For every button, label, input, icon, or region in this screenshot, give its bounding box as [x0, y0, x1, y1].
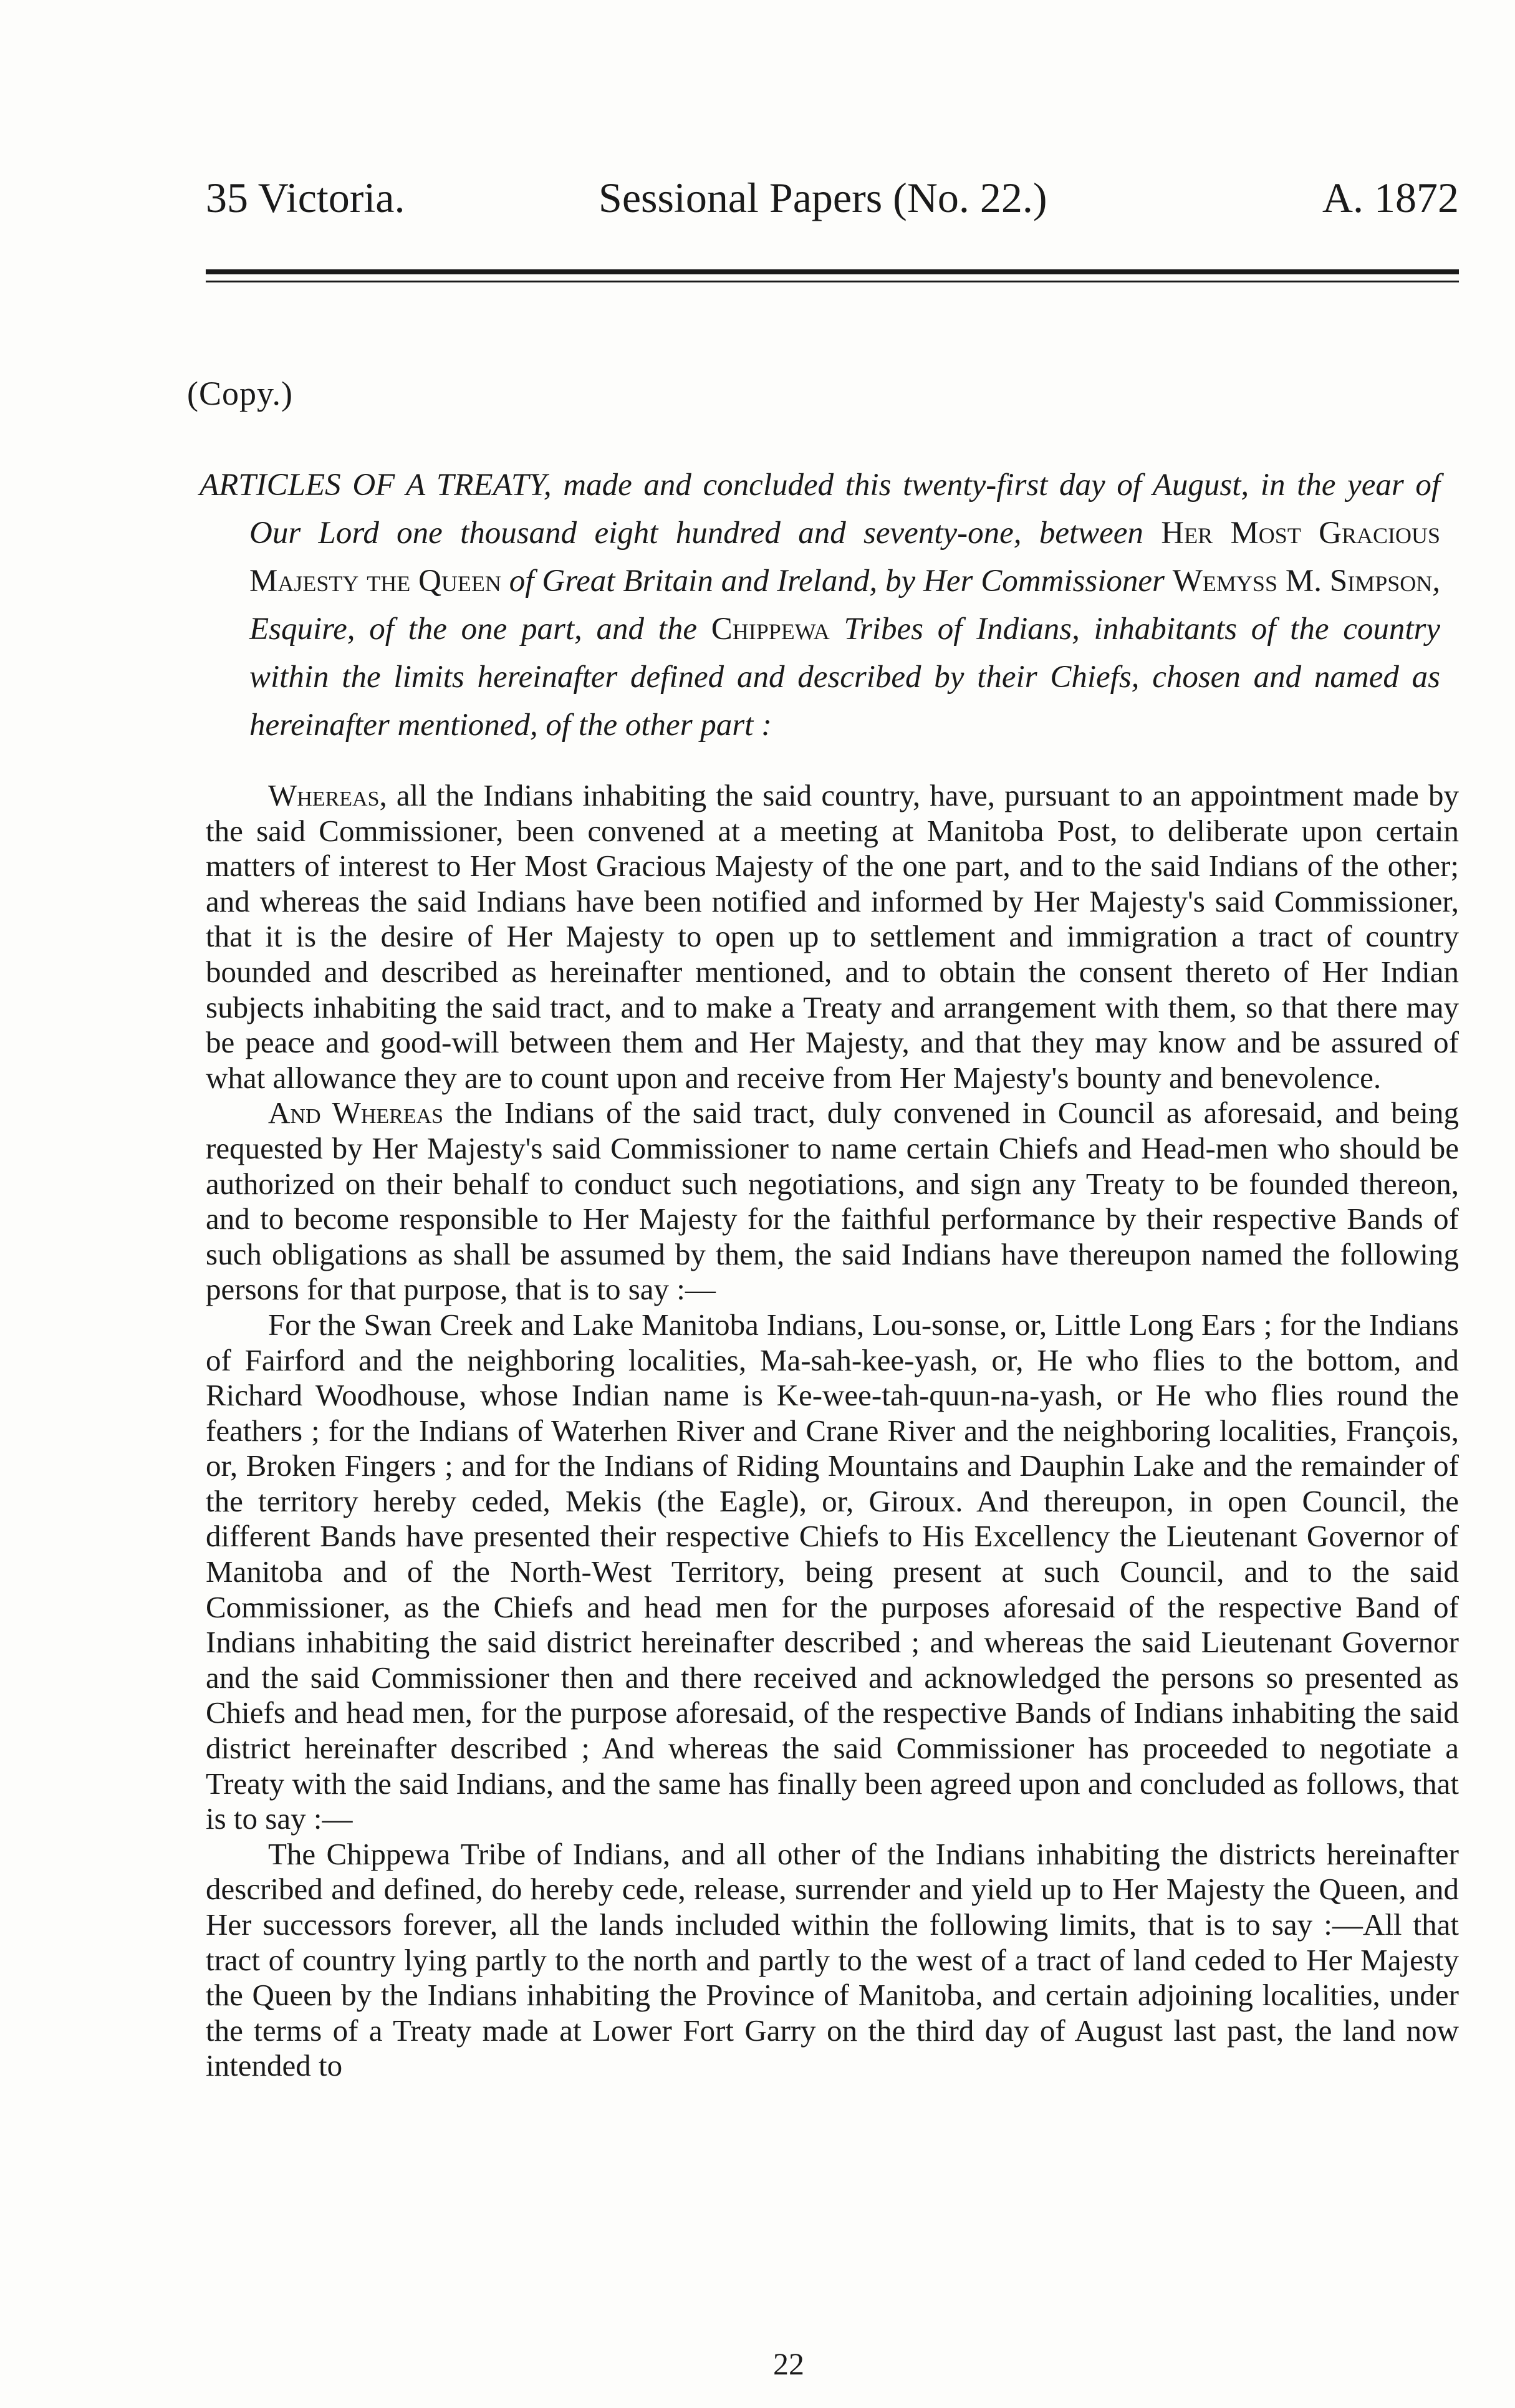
paragraph-chiefs-named: For the Swan Creek and Lake Manitoba Indians, Lou-sonse, or, Little Long Ears ; for the Indians of Fairford and the neighboring localities, Ma-sah-kee-yash, or, He who flies to the bottom, and Richard Woodhouse, whose Indian name is Ke-wee-tah-quun-na-yash, or He who flies round the feathers ; for the Indians of Waterhen River and Crane River and the neighboring localities, François, or, Broken Fingers ; and for the Indians of Riding Mountains and Dauphin Lake and the remainder of the territory hereby ceded, Mekis (the Eagle), or, Giroux. And thereupon, in open Council, the different Bands have presented their respective Chiefs to His Excellency the Lieutenant Governor of Manitoba and of the North-West Territory, being present at such Council, and to the said Commissioner, as the Chiefs and head men for the purposes aforesaid of the respective Band of Indians inhabiting the said district hereinafter described ; and whereas the said Lieutenant Governor and the said Commissioner then and there received and acknowledged the persons so presented as Chiefs and head men, for the purpose aforesaid, of the respective Bands of Indians inhabiting the said district hereinafter described ; And whereas the said Commissioner has proceeded to negotiate a Treaty with the said Indians, and the same has finally been agreed upon and concluded as follows, that is to say :— [206, 1307, 1459, 1836]
header-sessional-papers: Sessional Papers (No. 22.) [599, 174, 1047, 221]
treaty-body [206, 778, 1459, 2084]
paragraph-whereas-lead: Whereas [268, 778, 380, 812]
paragraph-and-whereas [206, 1096, 1459, 1308]
header-rule-thick [206, 269, 1459, 274]
preamble-part-1: ARTICLES OF A TREATY, made and concluded this twenty-first day of August, in the year of Our Lord one thousand eight hundred and seventy-one, between [200, 468, 1440, 551]
header-regnal-year: 35 Victoria. [206, 174, 405, 221]
paragraph-whereas [206, 778, 1459, 1096]
paragraph-cession: The Chippewa Tribe of Indians, and all other of the Indians inhabiting the districts hereinafter described and defined, do hereby cede, release, surrender and yield up to Her Majesty the Queen, and Her successors forever, all the lands included within the following limits, that is to say :—All that tract of country lying partly to the north and partly to the west of a tract of land ceded to Her Majesty the Queen by the Indians inhabiting the Province of Manitoba, and certain adjoining localities, under the terms of a Treaty made at Lower Fort Garry on the third day of August last past, the land now intended to [206, 1836, 1459, 2083]
preamble-part-2: of Great Britain and Ireland, by Her Commissioner [501, 564, 1173, 599]
preamble-part-4: Tribes of Indians, inhabitants of the country within the limits hereinafter defined and described by their Chiefs, chosen and named as hereinafter mentioned, of the other part : [249, 612, 1440, 743]
running-header [206, 170, 1459, 226]
preamble-her-majesty: Her Most Gracious Majesty the Queen [249, 516, 1440, 599]
copy-label: (Copy.) [187, 375, 293, 412]
preamble-commissioner: Wemyss M. Simpson [1172, 564, 1433, 599]
header-year: A. 1872 [1322, 174, 1459, 221]
preamble-part-3: , Esquire, of the one part, and the [249, 564, 1440, 647]
treaty-preamble [200, 461, 1440, 749]
paragraph-and-whereas-lead: And Whereas [268, 1096, 444, 1130]
paragraph-and-whereas-text: the Indians of the said tract, duly convened in Council as aforesaid, and being requested by Her Majesty's said Commissioner to name certain Chiefs and Head-men who should be authorized on their behalf to conduct such negotiations, and sign any Treaty to be founded thereon, and to become responsible to Her Majesty for the faithful performance by their respective Bands of such obligations as shall be assumed by them, the said Indians have thereupon named the following persons for that purpose, that is to say :— [206, 1096, 1459, 1307]
header-rule-thin [206, 281, 1459, 282]
preamble-tribe: Chippewa [711, 612, 830, 647]
page-number: 22 [773, 2346, 804, 2381]
paragraph-whereas-text: , all the Indians inhabiting the said country, have, pursuant to an appointment made by the said Commissioner, been convened at a meeting at Manitoba Post, to deliberate upon certain matters of interest to Her Most Gracious Majesty of the one part, and to the said Indians of the other; and whereas the said Indians have been notified and informed by Her Majesty's said Commissioner, that it is the desire of Her Majesty to open up to settlement and immigration a tract of country bounded and described as hereinafter mentioned, and to obtain the consent thereto of Her Indian subjects inhabiting the said tract, and to make a Treaty and arrangement with them, so that there may be peace and good-will between them and Her Majesty, and that they may know and be assured of what allowance they are to count upon and receive from Her Majesty's bounty and benevolence. [206, 778, 1459, 1095]
